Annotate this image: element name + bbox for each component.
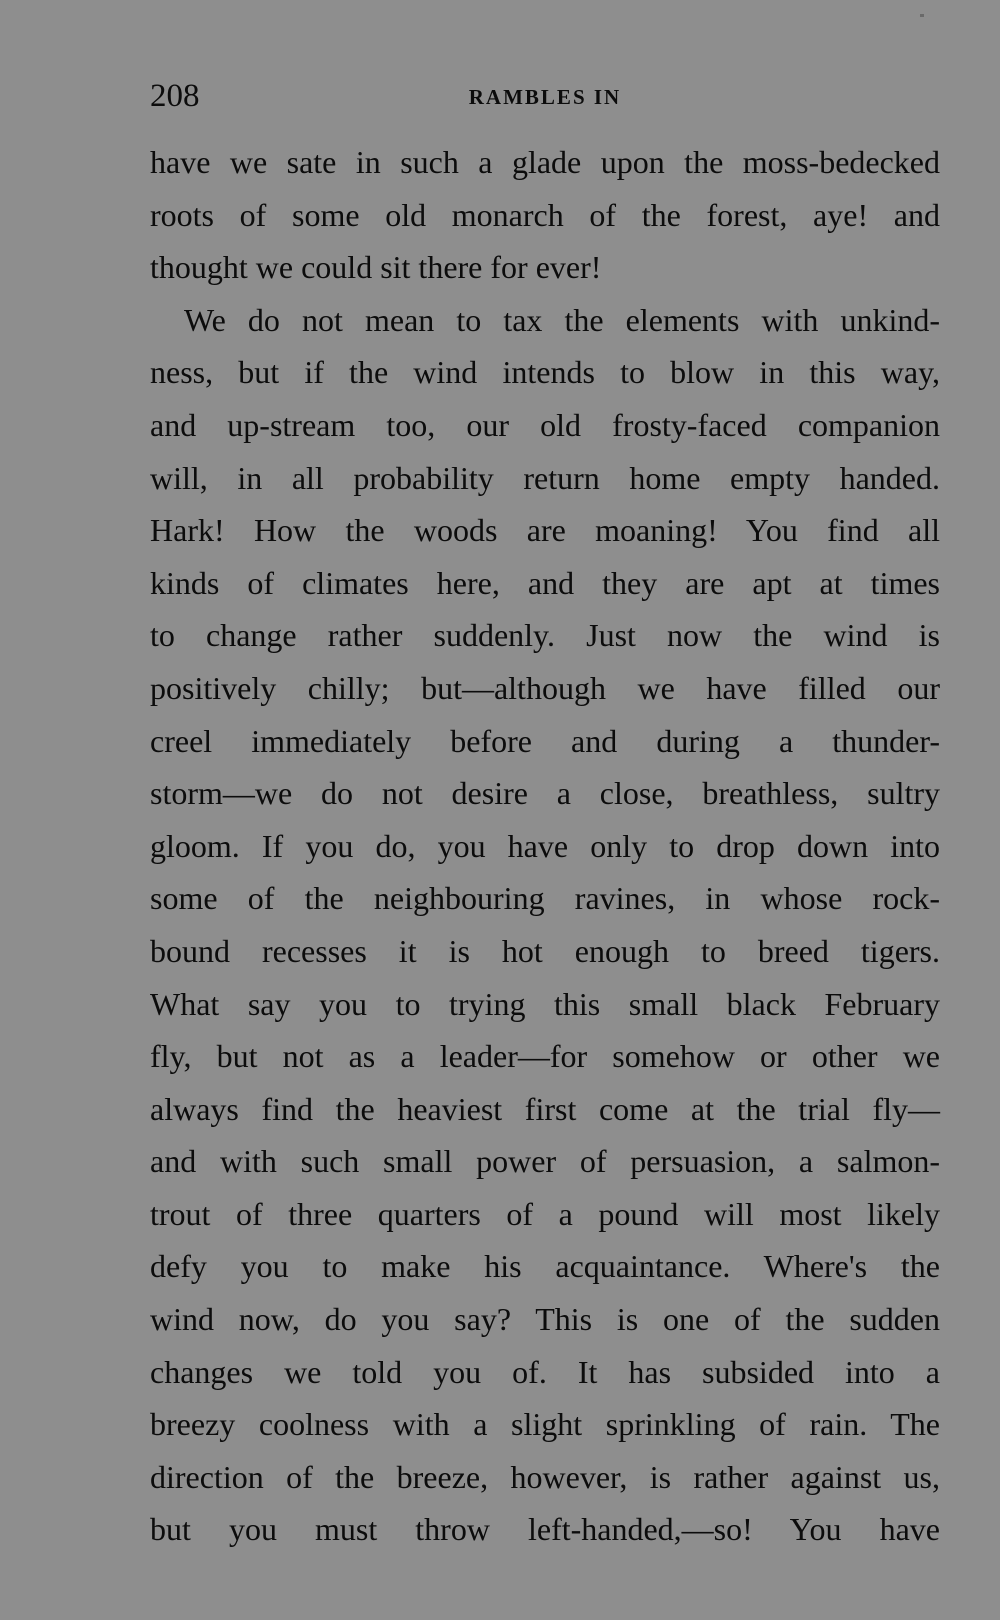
text-line: breezy coolness with a slight sprinkling of rain. The [150, 1406, 940, 1443]
text-line: creel immediately before and during a thunder- [150, 722, 940, 759]
text-line: positively chilly; but—although we have filled our [150, 669, 940, 706]
text-line: some of the neighbouring ravines, in whose rock- [150, 880, 940, 917]
text-line: bound recesses it is hot enough to breed tigers. [150, 932, 940, 969]
text-line: wind now, do you say? This is one of the sudden [150, 1301, 940, 1338]
running-head [150, 76, 940, 116]
text-line: roots of some old monarch of the forest, aye! and [150, 196, 940, 233]
text-line: but you must throw left-handed,—so! You have [150, 1511, 940, 1548]
page-number: 208 [150, 78, 200, 114]
text-line: What say you to trying this small black February [150, 985, 940, 1022]
text-line: always find the heaviest first come at the trial fly— [150, 1090, 940, 1127]
text-line: fly, but not as a leader—for somehow or other we [150, 1038, 940, 1075]
text-line: ness, but if the wind intends to blow in this way, [150, 354, 940, 391]
text-line: kinds of climates here, and they are apt at times [150, 564, 940, 601]
text-line: thought we could sit there for ever! [150, 249, 602, 286]
text-line: changes we told you of. It has subsided into a [150, 1353, 940, 1390]
text-line: trout of three quarters of a pound will most likely [150, 1195, 940, 1232]
text-line: We do not mean to tax the elements with unkind- [184, 301, 940, 338]
text-line: have we sate in such a glade upon the moss-bedecked [150, 144, 940, 180]
text-line: to change rather suddenly. Just now the wind is [150, 617, 940, 654]
text-line: Hark! How the woods are moaning! You find all [150, 512, 940, 549]
scan-speck [920, 14, 924, 17]
text-line: defy you to make his acquaintance. Where's the [150, 1248, 940, 1285]
body-text [150, 136, 940, 1556]
text-line: storm—we do not desire a close, breathless, sultry [150, 775, 940, 812]
text-line: and up-stream too, our old frosty-faced companion [150, 406, 940, 443]
text-line: direction of the breeze, however, is rather against us, [150, 1458, 940, 1495]
text-line: will, in all probability return home empty handed. [150, 459, 940, 496]
running-title: RAMBLES IN [468, 85, 622, 109]
text-line: and with such small power of persuasion, a salmon- [150, 1143, 940, 1180]
text-line: gloom. If you do, you have only to drop down into [150, 827, 940, 864]
